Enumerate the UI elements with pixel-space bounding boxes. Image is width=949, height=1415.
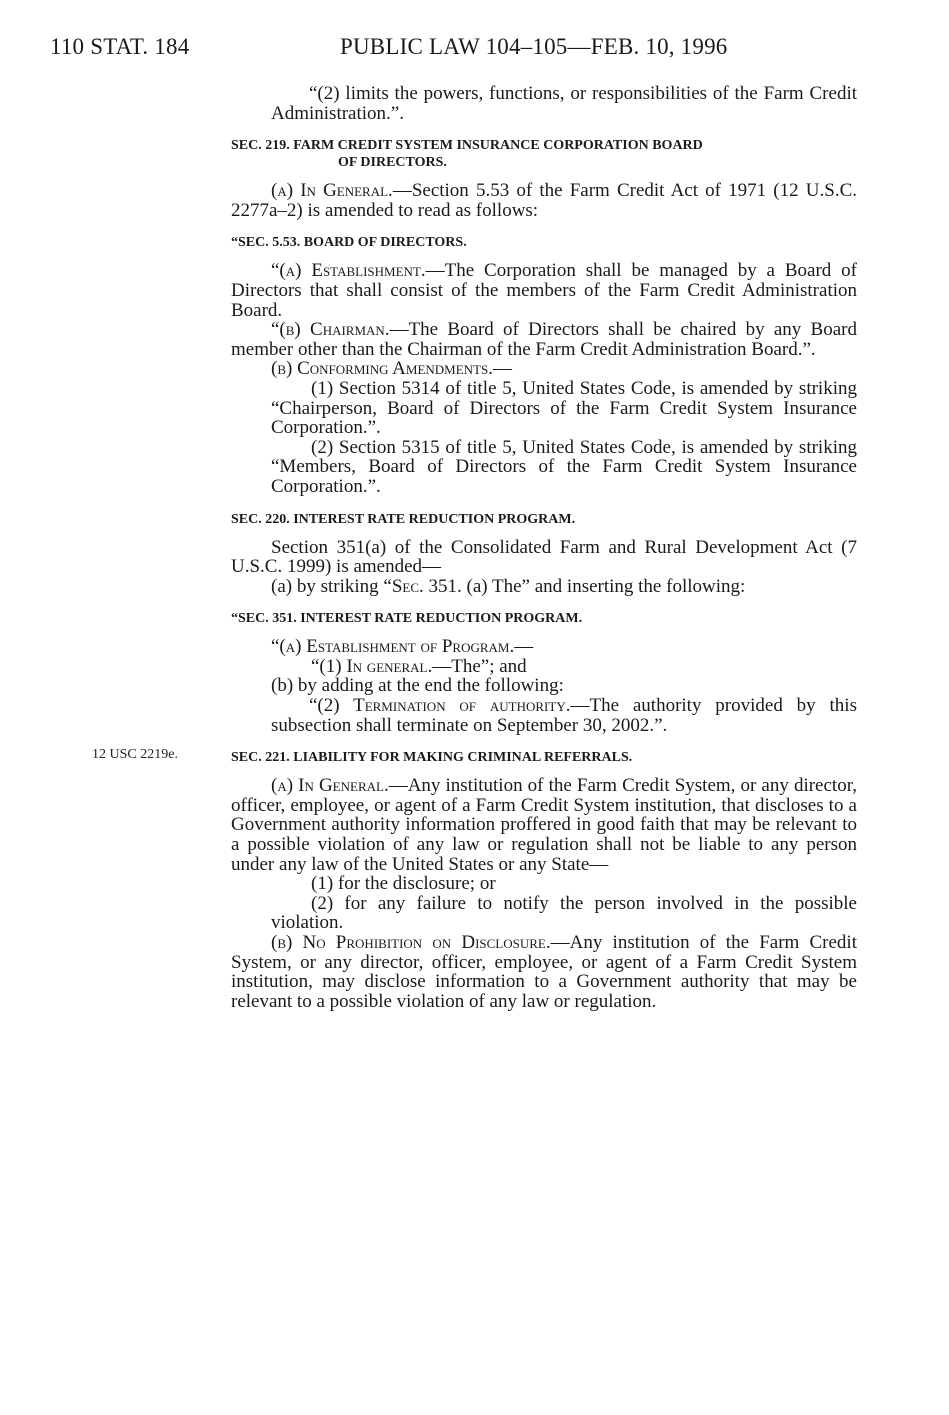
paragraph-221a2: (2) for any failure to notify the person involved in the possible violation. bbox=[271, 892, 857, 934]
paragraph-220a bbox=[231, 577, 857, 597]
paragraph-219b bbox=[231, 359, 857, 379]
paragraph-351a-label: “(a) Establishment of Program. bbox=[271, 636, 515, 658]
paragraph-221b-text: —Any institution of the Farm Credit System, or any director, officer, employee, or agent of a Farm Credit System institution, may disclose information to a Government authority that may be relevant to a possible violation of any law or regulation. bbox=[231, 932, 857, 1012]
paragraph-221b-label: (b) No Prohibition on Disclosure. bbox=[271, 932, 551, 953]
paragraph-219b2: (2) Section 5315 of title 5, United States Code, is amended by striking “Members, Board of Directors of the Farm Credit System Insurance Corporation.”. bbox=[271, 436, 857, 497]
paragraph-351a bbox=[231, 637, 857, 657]
paragraph-221a-text: —Any institution of the Farm Credit System, or any director, officer, employee, or agent of a Farm Credit System institution, that discloses to a Government authority information proffered in good faith that may be relevant to a possible violation of any law or regulation shall not be liable to any person under any law of the United States or any State— bbox=[231, 775, 858, 875]
paragraph-220-intro: Section 351(a) of the Consolidated Farm and Rural Development Act (7 U.S.C. 1999) is amended— bbox=[231, 536, 857, 578]
document-body bbox=[231, 84, 857, 1011]
paragraph-351a1 bbox=[231, 657, 857, 677]
paragraph-351a-text: — bbox=[514, 636, 534, 658]
section-553-heading: “SEC. 5.53. BOARD OF DIRECTORS. bbox=[231, 235, 467, 251]
paragraph-553a bbox=[231, 261, 857, 320]
paragraph-221a1: (1) for the disclosure; or bbox=[311, 873, 496, 895]
paragraph-351a1-label: “(1) In general. bbox=[311, 655, 433, 677]
public-law-citation: PUBLIC LAW 104–105—FEB. 10, 1996 bbox=[340, 34, 728, 59]
paragraph-219a-label: (a) In General. bbox=[271, 180, 393, 202]
paragraph-553a-label: “(a) Establishment. bbox=[271, 260, 426, 282]
paragraph-221a-label: (a) In General. bbox=[271, 775, 389, 797]
paragraph-351a1-text: —The”; and bbox=[432, 655, 527, 677]
paragraph-220a-pre: (a) by striking “ bbox=[271, 575, 392, 597]
paragraph-220a-sec: Sec. bbox=[391, 575, 424, 597]
section-221-heading: SEC. 221. LIABILITY FOR MAKING CRIMINAL REFERRALS. bbox=[231, 750, 633, 766]
paragraph-219b-text: — bbox=[493, 358, 512, 380]
paragraph-219b1: (1) Section 5314 of title 5, United States Code, is amended by striking “Chairperson, Board of Directors of the Farm Credit System Insurance Corporation.”. bbox=[271, 377, 857, 439]
paragraph-220b: (b) by adding at the end the following: bbox=[271, 675, 564, 697]
paragraph-219a bbox=[231, 181, 857, 220]
section-220-heading: SEC. 220. INTEREST RATE REDUCTION PROGRAM. bbox=[231, 511, 576, 527]
section-351-heading: “SEC. 351. INTEREST RATE REDUCTION PROGRAM. bbox=[231, 611, 583, 627]
paragraph-553b-label: “(b) Chairman. bbox=[271, 319, 390, 341]
paragraph-351a2 bbox=[231, 696, 857, 735]
section-219-heading bbox=[231, 137, 857, 171]
paragraph-351a2-label: “(2) Termination of authority. bbox=[309, 695, 571, 717]
paragraph-219b-label: (b) Conforming Amendments. bbox=[271, 358, 493, 380]
paragraph-221a bbox=[231, 776, 857, 874]
paragraph-553b-text: —The Board of Directors shall be chaired by any Board member other than the Chairman of the Farm Credit Administration Board.”. bbox=[231, 319, 857, 360]
paragraph-553a-text: —The Corporation shall be managed by a Board of Directors that shall consist of the members of the Farm Credit Administration Board. bbox=[231, 260, 857, 321]
paragraph-221b bbox=[231, 933, 857, 1011]
paragraph-553b bbox=[231, 320, 857, 359]
paragraph-219a-text: —Section 5.53 of the Farm Credit Act of 1971 (12 U.S.C. 2277a–2) is amended to read as follows: bbox=[231, 180, 857, 221]
statute-page-number: 110 STAT. 184 bbox=[50, 34, 190, 59]
section-219-title-line1: SEC. 219. FARM CREDIT SYSTEM INSURANCE CORPORATION BOARD bbox=[231, 138, 703, 154]
paragraph-limits: “(2) limits the powers, functions, or responsibilities of the Farm Credit Administration.”. bbox=[271, 83, 857, 124]
paragraph-220a-post: 351. (a) The” and inserting the following: bbox=[423, 575, 746, 597]
paragraph-351a2-text: —The authority provided by this subsection shall terminate on September 30, 2002.”. bbox=[271, 695, 857, 736]
section-219-title-line2: OF DIRECTORS. bbox=[338, 155, 447, 171]
margin-note-usc: 12 USC 2219e. bbox=[92, 747, 178, 762]
